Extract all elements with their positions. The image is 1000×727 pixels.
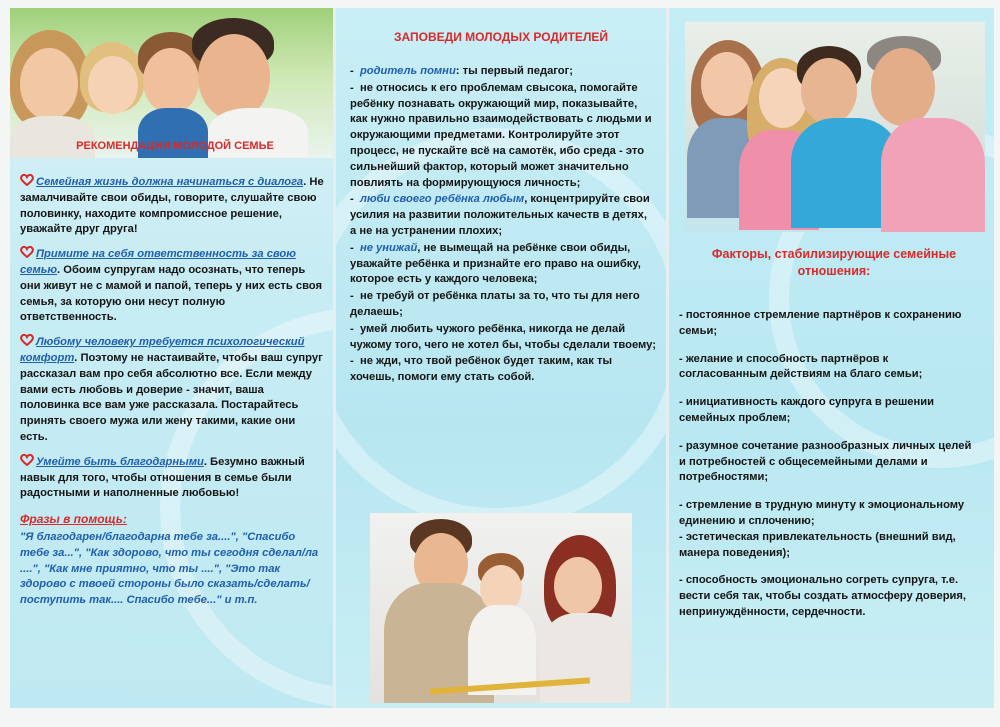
recommendation-text: . Поэтому не настаивайте, чтобы ваш супруг рассказал вам про себя абсолютно все. Если между вами есть любовь и доверие - значит, ваша половинка все вам уже рассказала. Постарайтесь принять своего мужа или жену такими, какие они есть.: [20, 351, 323, 443]
commandment-lead: не унижай: [359, 241, 418, 254]
commandment-item: - умей любить чужого ребёнка, никогда не делай чужому того, чего не хотел бы, чтобы сделали твоему;: [350, 322, 656, 351]
factor-item: - стремление в трудную минуту к эмоциональному единению и сплочению;: [679, 499, 965, 527]
recommendations-list: [20, 174, 325, 609]
commandment-text: не жди, что твой ребёнок будет таким, как ты хочешь, помоги ему стать собой.: [350, 355, 613, 384]
left-panel: [10, 8, 333, 708]
recommendation-lead: Семейная жизнь должна начинаться с диалога: [36, 176, 304, 188]
recommendation-text: . Не замалчивайте свои обиды, говорите, слушайте свою половинку, находите компромиссное решение, уважайте друг друга!: [20, 176, 324, 236]
recommendation-item: [20, 334, 325, 446]
left-section-title: РЕКОМЕНДАЦИИ МОЛОДОЙ СЕМЬЕ: [76, 140, 274, 152]
commandments-list: [350, 64, 656, 387]
commandment-item: - не относись к его проблемам свысока, помогайте ребёнку познавать окружающий мир, показывайте, как нужно правильно взаимодействовать с людьми и окружающими предметами. Контролируйте этот процесс, не пускайте всё на самотёк, ибо среда - это сильнейший фактор, который может значительно повлиять на формирующуюся личность;: [350, 81, 652, 189]
factor-item: - эстетическая привлекательность (внешний вид, манера поведения);: [679, 530, 956, 559]
recommendation-item: [20, 454, 325, 502]
parents-child-photo: [370, 513, 632, 703]
recommendation-item: [20, 246, 325, 326]
family-photo-right: [685, 22, 985, 232]
commandment-item: - не унижай, не вымещай на ребёнке свои обиды, уважайте ребёнка и признайте его право на ошибку, которое есть у каждого человека;: [350, 241, 641, 286]
middle-section-title: ЗАПОВЕДИ МОЛОДЫХ РОДИТЕЛЕЙ: [393, 30, 608, 44]
commandment-lead: люби своего ребёнка любым: [359, 193, 525, 206]
commandment-text: не требуй от ребёнка платы за то, что ты для него делаешь;: [350, 290, 640, 318]
factor-item: - постоянное стремление партнёров к сохранению семьи;: [679, 309, 962, 337]
factor-item: - способность эмоционально согреть супруга, т.е. вести себя так, чтобы создать атмосферу доверия, непринуждённости, сердечности.: [679, 574, 967, 618]
heart-icon: [20, 246, 34, 258]
commandment-item: - не требуй от ребёнка платы за то, что ты для него делаешь;: [350, 290, 640, 318]
heart-icon: [20, 174, 34, 186]
family-photo-left: [10, 8, 333, 158]
commandment-item: - родитель помни: ты первый педагог;: [350, 65, 574, 77]
heart-icon: [20, 334, 34, 346]
factor-item: - инициативность каждого супруга в решении семейных проблем;: [679, 396, 935, 424]
middle-panel: [336, 8, 666, 708]
commandment-item: - не жди, что твой ребёнок будет таким, как ты хочешь, помоги ему стать собой.: [350, 355, 613, 384]
recommendation-item: [20, 174, 325, 238]
recommendation-lead: Любому человеку требуется психологический комфорт: [20, 336, 305, 364]
recommendation-text: . Обоим супругам надо осознать, что теперь они живут не с мамой и папой, теперь у них есть своя семья, за которую они несут полную ответственность.: [20, 263, 323, 324]
commandment-lead: родитель помни: [359, 65, 456, 77]
recommendation-text: . Безумно важный навык для того, чтобы отношения в семье были радостными и наполненные любовью!: [20, 455, 305, 500]
factor-item: - разумное сочетание разнообразных личных целей и потребностей с общесемейными делами и потребностями;: [679, 439, 972, 484]
right-section-title: Факторы, стабилизирующие семейные отношения:: [711, 247, 957, 278]
recommendation-lead: Примите на себя ответственность за свою семью: [20, 248, 296, 276]
commandment-text: , концентрируйте свои усилия на развитии положительных качеств в детях, а не на устранении плохих;: [350, 193, 650, 237]
factor-item: - желание и способность партнёров к согласованным действиям на благо семьи;: [679, 352, 923, 381]
factors-list: [679, 308, 979, 633]
right-panel: [669, 8, 994, 708]
phrases-text: "Я благодарен/благодарна тебе за....", "Спасибо тебе за...", "Как здорово, что ты сегодня сделал/ла ....", "Как мне приятно, что ты ....", "Это так здорово с твоей стороны было сказать/сделать/поступить так.... Спасибо тебе..." и т.п.: [20, 530, 319, 607]
commandment-item: - люби своего ребёнка любым, концентрируйте свои усилия на развитии положительных качеств в детях, а не на устранении плохих;: [350, 193, 650, 237]
phrases-title: Фразы в помощь:: [20, 512, 127, 527]
heart-icon: [20, 454, 34, 466]
commandment-text: , не вымещай на ребёнке свои обиды, уважайте ребёнка и признайте его право на ошибку, которое есть у каждого человека;: [350, 241, 641, 286]
recommendation-lead: Умейте быть благодарными: [36, 455, 204, 468]
commandment-text: умей любить чужого ребёнка, никогда не делай чужому того, чего не хотел бы, чтобы сделали твоему;: [350, 322, 656, 351]
commandment-text: не относись к его проблемам свысока, помогайте ребёнку познавать окружающий мир, показывайте, как нужно правильно взаимодействовать с людьми и окружающими предметами. Контролируйте этот процесс, не пускайте всё на самотёк, ибо среда - это сильнейший фактор, который может значительно повлиять на формирующуюся личность;: [350, 81, 652, 189]
commandment-text: : ты первый педагог;: [455, 65, 574, 77]
